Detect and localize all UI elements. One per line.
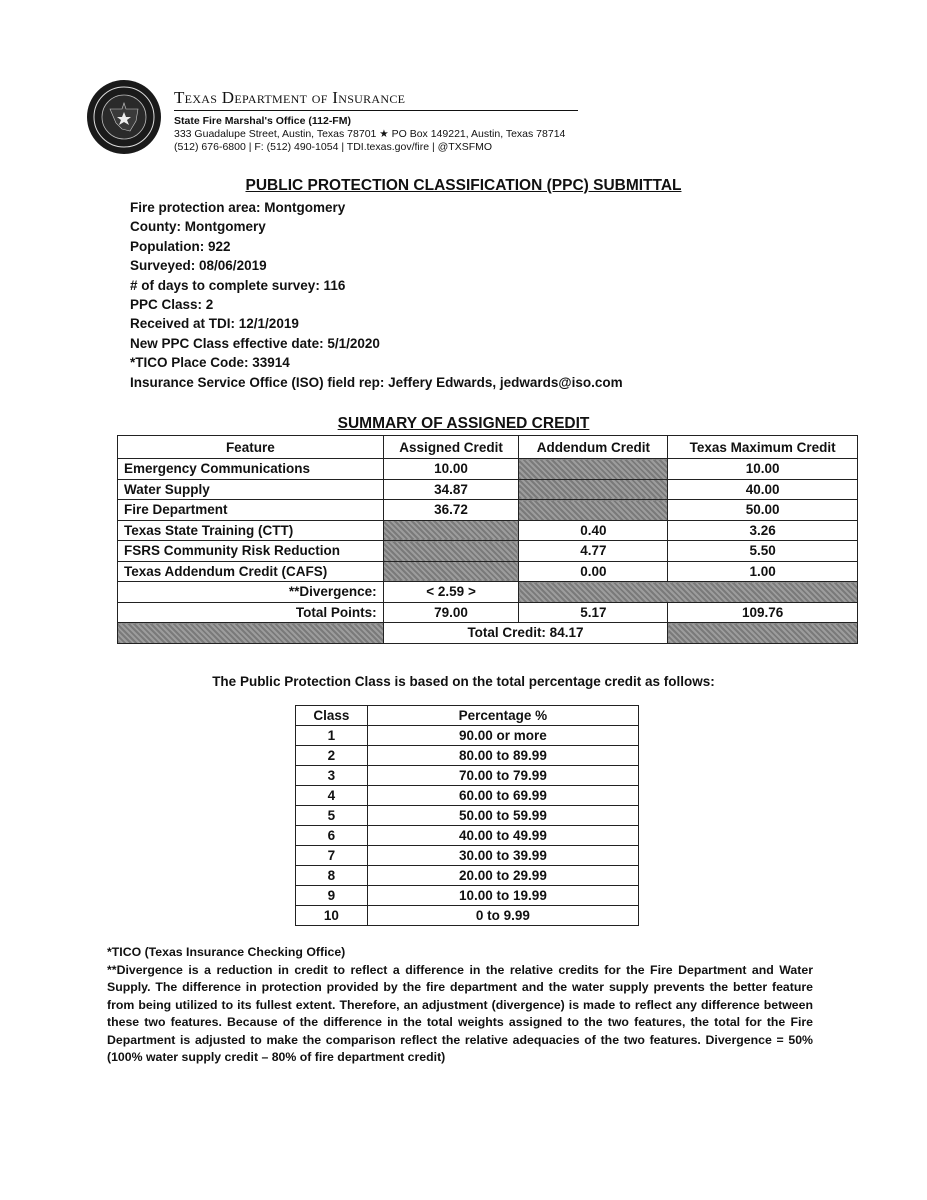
total-points-max: 109.76 (668, 602, 858, 623)
table-row (296, 726, 639, 746)
percentage-cell: 80.00 to 89.99 (367, 746, 638, 766)
total-credit: Total Credit: 84.17 (383, 623, 668, 644)
assigned-cell: 10.00 (383, 459, 519, 480)
shaded-cell (668, 623, 858, 644)
info-fire-protection-area: Fire protection area: Montgomery (130, 200, 346, 215)
shaded-cell (118, 623, 384, 644)
office-name: State Fire Marshal's Office (112-FM) (174, 115, 351, 127)
header-feature: Feature (118, 436, 384, 459)
table-row (296, 786, 639, 806)
table-row (296, 906, 639, 926)
percentage-cell: 0 to 9.99 (367, 906, 638, 926)
table-row (296, 746, 639, 766)
total-credit-row (118, 623, 858, 644)
feature-cell: Texas State Training (CTT) (118, 520, 384, 541)
percentage-cell: 50.00 to 59.99 (367, 806, 638, 826)
table-row (118, 541, 858, 562)
class-cell: 5 (296, 806, 368, 826)
feature-cell: Water Supply (118, 479, 384, 500)
shaded-cell (383, 541, 519, 562)
area-info (130, 198, 623, 392)
table-row (296, 806, 639, 826)
percentage-cell: 60.00 to 69.99 (367, 786, 638, 806)
letterhead (174, 88, 594, 153)
feature-cell: Texas Addendum Credit (CAFS) (118, 561, 384, 582)
office-contact: (512) 676-6800 | F: (512) 490-1054 | TDI.texas.gov/fire | @TXSFMO (174, 141, 493, 153)
table-row (296, 866, 639, 886)
feature-cell: FSRS Community Risk Reduction (118, 541, 384, 562)
max-cell: 5.50 (668, 541, 858, 562)
table-row (118, 459, 858, 480)
table-row (118, 520, 858, 541)
shaded-cell (519, 479, 668, 500)
class-cell: 1 (296, 726, 368, 746)
class-cell: 2 (296, 746, 368, 766)
credit-table-header (118, 436, 858, 459)
max-cell: 3.26 (668, 520, 858, 541)
class-cell: 6 (296, 826, 368, 846)
divergence-footnote: **Divergence is a reduction in credit to reflect a difference in the relative credits for the Fire Department and Water Supply. The difference in protection provided by the fire department and the water supply prevents the better feature from being utilized to its fullest extent. Therefore, an adjustment (divergence) is made to reflect any difference between these two features. Because of the difference in the total weights assigned to the two features, the total for the Fire Department is adjusted to make the comparison reflect the relative adequacies of the two features. Divergence = 50% (100% water supply credit – 80% of fire department credit) (107, 962, 813, 1064)
percentage-cell: 10.00 to 19.99 (367, 886, 638, 906)
addendum-cell: 0.00 (519, 561, 668, 582)
shaded-cell (519, 459, 668, 480)
assigned-cell: 34.87 (383, 479, 519, 500)
percentage-cell: 20.00 to 29.99 (367, 866, 638, 886)
class-table (295, 705, 639, 926)
office-address: 333 Guadalupe Street, Austin, Texas 78701 ★ PO Box 149221, Austin, Texas 78714 (174, 128, 566, 140)
feature-cell: Emergency Communications (118, 459, 384, 480)
max-cell: 10.00 (668, 459, 858, 480)
class-cell: 9 (296, 886, 368, 906)
summary-title: SUMMARY OF ASSIGNED CREDIT (337, 415, 590, 432)
info-days-to-complete: # of days to complete survey: 116 (130, 277, 346, 293)
tico-footnote: *TICO (Texas Insurance Checking Office) (107, 945, 346, 959)
class-cell: 3 (296, 766, 368, 786)
percentage-cell: 40.00 to 49.99 (367, 826, 638, 846)
table-row (118, 500, 858, 521)
info-tico-code: *TICO Place Code: 33914 (130, 355, 290, 371)
state-fire-marshal-seal-icon (86, 79, 162, 155)
document-title: PUBLIC PROTECTION CLASSIFICATION (PPC) SUBMITTAL (245, 177, 682, 194)
table-row (296, 886, 639, 906)
addendum-cell: 0.40 (519, 520, 668, 541)
table-row (118, 479, 858, 500)
table-row (296, 826, 639, 846)
info-received: Received at TDI: 12/1/2019 (130, 316, 299, 332)
max-cell: 1.00 (668, 561, 858, 582)
percentage-cell: 70.00 to 79.99 (367, 766, 638, 786)
class-table-header (296, 706, 639, 726)
total-points-row (118, 602, 858, 623)
info-county: County: Montgomery (130, 219, 266, 235)
class-cell: 8 (296, 866, 368, 886)
class-cell: 7 (296, 846, 368, 866)
header-percentage: Percentage % (367, 706, 638, 726)
shaded-cell (519, 500, 668, 521)
total-points-label: Total Points: (118, 602, 384, 623)
class-note: The Public Protection Class is based on the total percentage credit as follows: (212, 674, 715, 689)
table-row (118, 561, 858, 582)
footnotes (107, 944, 813, 1067)
max-cell: 50.00 (668, 500, 858, 521)
table-row (296, 766, 639, 786)
class-cell: 10 (296, 906, 368, 926)
header-max: Texas Maximum Credit (668, 436, 858, 459)
info-population: Population: 922 (130, 238, 231, 254)
divergence-label: **Divergence: (118, 582, 384, 603)
credit-table (117, 435, 858, 644)
shaded-cell (383, 561, 519, 582)
header-class: Class (296, 706, 368, 726)
header-addendum: Addendum Credit (519, 436, 668, 459)
addendum-cell: 4.77 (519, 541, 668, 562)
shaded-cell (383, 520, 519, 541)
divergence-value: < 2.59 > (383, 582, 519, 603)
assigned-cell: 36.72 (383, 500, 519, 521)
percentage-cell: 90.00 or more (367, 726, 638, 746)
agency-name: Texas Department of Insurance (174, 88, 578, 111)
class-cell: 4 (296, 786, 368, 806)
percentage-cell: 30.00 to 39.99 (367, 846, 638, 866)
divergence-row (118, 582, 858, 603)
total-points-addendum: 5.17 (519, 602, 668, 623)
shaded-cell (519, 582, 858, 603)
max-cell: 40.00 (668, 479, 858, 500)
info-surveyed: Surveyed: 08/06/2019 (130, 258, 267, 274)
info-field-rep: Insurance Service Office (ISO) field rep: Jeffery Edwards, jedwards@iso.com (130, 374, 623, 390)
info-effective-date: New PPC Class effective date: 5/1/2020 (130, 335, 380, 351)
info-ppc-class: PPC Class: 2 (130, 297, 214, 313)
header-assigned: Assigned Credit (383, 436, 519, 459)
feature-cell: Fire Department (118, 500, 384, 521)
table-row (296, 846, 639, 866)
total-points-assigned: 79.00 (383, 602, 519, 623)
